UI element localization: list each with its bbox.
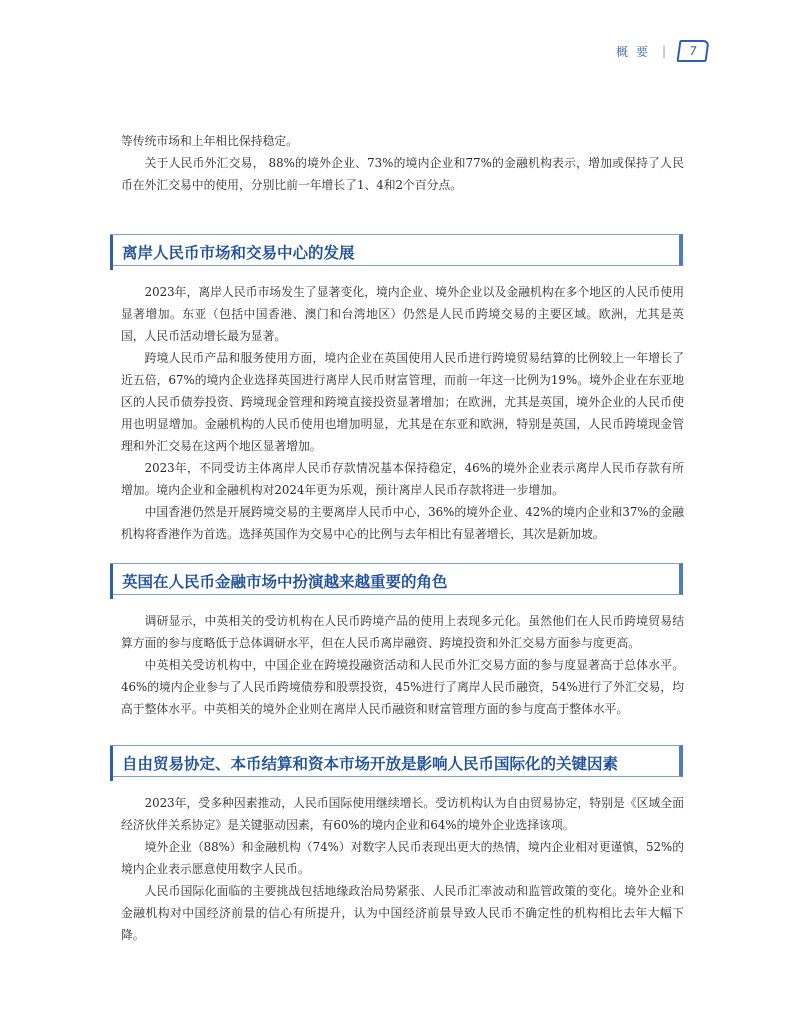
intro-block xyxy=(121,130,684,196)
intro-paragraph: 关于人民币外汇交易， 88%的境外企业、73%的境内企业和77%的金融机构表示，增加或保持了人民币在外汇交易中的使用，分别比前一年增长了1、4和2个百分点。 xyxy=(121,156,684,192)
intro-paragraph: 等传统市场和上年相比保持稳定。 xyxy=(121,134,298,148)
page-number: 7 xyxy=(688,44,698,58)
section-heading-key-factors xyxy=(110,745,683,777)
section-body-offshore-market xyxy=(121,281,684,545)
section-title: 自由贸易协定、本币结算和资本市场开放是影响人民币国际化的关键因素 xyxy=(122,755,619,773)
body-paragraph: 2023年，不同受访主体离岸人民币存款情况基本保持稳定，46%的境外企业表示离岸人民币存款有所增加。境内企业和金融机构对2024年更为乐观，预计离岸人民币存款将进一步增加。 xyxy=(121,461,684,497)
body-paragraph: 中英相关受访机构中，中国企业在跨境投融资活动和人民币外汇交易方面的参与度显著高于总体水平。46%的境内企业参与了人民币跨境债券和股票投资，45%进行了离岸人民币融资，54%进行了外汇交易，均高于整体水平。中英相关的境外企业则在离岸人民币融资和财富管理方面的参与度高于整体水平。 xyxy=(121,658,684,716)
page-header xyxy=(616,40,708,62)
header-separator: | xyxy=(661,44,666,58)
body-paragraph: 跨境人民币产品和服务使用方面，境内企业在英国使用人民币进行跨境贸易结算的比例较上一年增长了近五倍，67%的境内企业选择英国进行离岸人民币财富管理，而前一年这一比例为19%。境外企业在东亚地区的人民币债券投资、跨境现金管理和跨境直接投资显著增加；在欧洲，尤其是英国，境外企业的人民币使用也明显增加。金融机构的人民币使用也增加明显，尤其是在东亚和欧洲，特别是英国，人民币跨境现金管理和外汇交易在这两个地区显著增加。 xyxy=(121,351,684,453)
section-title: 离岸人民币市场和交易中心的发展 xyxy=(122,244,355,262)
section-body-uk-role xyxy=(121,610,684,720)
section-title: 英国在人民币金融市场中扮演越来越重要的角色 xyxy=(122,573,448,591)
page-number-badge xyxy=(676,40,709,62)
body-paragraph: 境外企业（88%）和金融机构（74%）对数字人民币表现出更大的热情，境内企业相对更谨慎，52%的境内企业表示愿意使用数字人民币。 xyxy=(121,840,684,876)
body-paragraph: 中国香港仍然是开展跨境交易的主要离岸人民币中心，36%的境外企业、42%的境内企业和37%的金融机构将香港作为首选。选择英国作为交易中心的比例与去年相比有显著增长，其次是新加坡。 xyxy=(121,505,684,541)
header-section-title: 概 要 xyxy=(616,44,650,59)
body-paragraph: 调研显示，中英相关的受访机构在人民币跨境产品的使用上表现多元化。虽然他们在人民币跨境贸易结算方面的参与度略低于总体调研水平，但在人民币离岸融资、跨境投资和外汇交易方面参与度更高。 xyxy=(121,614,684,650)
section-body-key-factors xyxy=(121,792,684,946)
section-heading-offshore-market xyxy=(110,234,683,266)
section-heading-uk-role xyxy=(110,563,683,595)
body-paragraph: 2023年，离岸人民币市场发生了显著变化，境内企业、境外企业以及金融机构在多个地区的人民币使用显著增加。东亚（包括中国香港、澳门和台湾地区）仍然是人民币跨境交易的主要区域。欧洲，尤其是英国，人民币活动增长最为显著。 xyxy=(121,285,684,343)
body-paragraph: 人民币国际化面临的主要挑战包括地缘政治局势紧张、人民币汇率波动和监管政策的变化。境外企业和金融机构对中国经济前景的信心有所提升，认为中国经济前景导致人民币不确定性的机构相比去年大幅下降。 xyxy=(121,884,684,942)
body-paragraph: 2023年，受多种因素推动，人民币国际使用继续增长。受访机构认为自由贸易协定，特别是《区域全面经济伙伴关系协定》是关键驱动因素，有60%的境内企业和64%的境外企业选择该项。 xyxy=(121,796,684,832)
